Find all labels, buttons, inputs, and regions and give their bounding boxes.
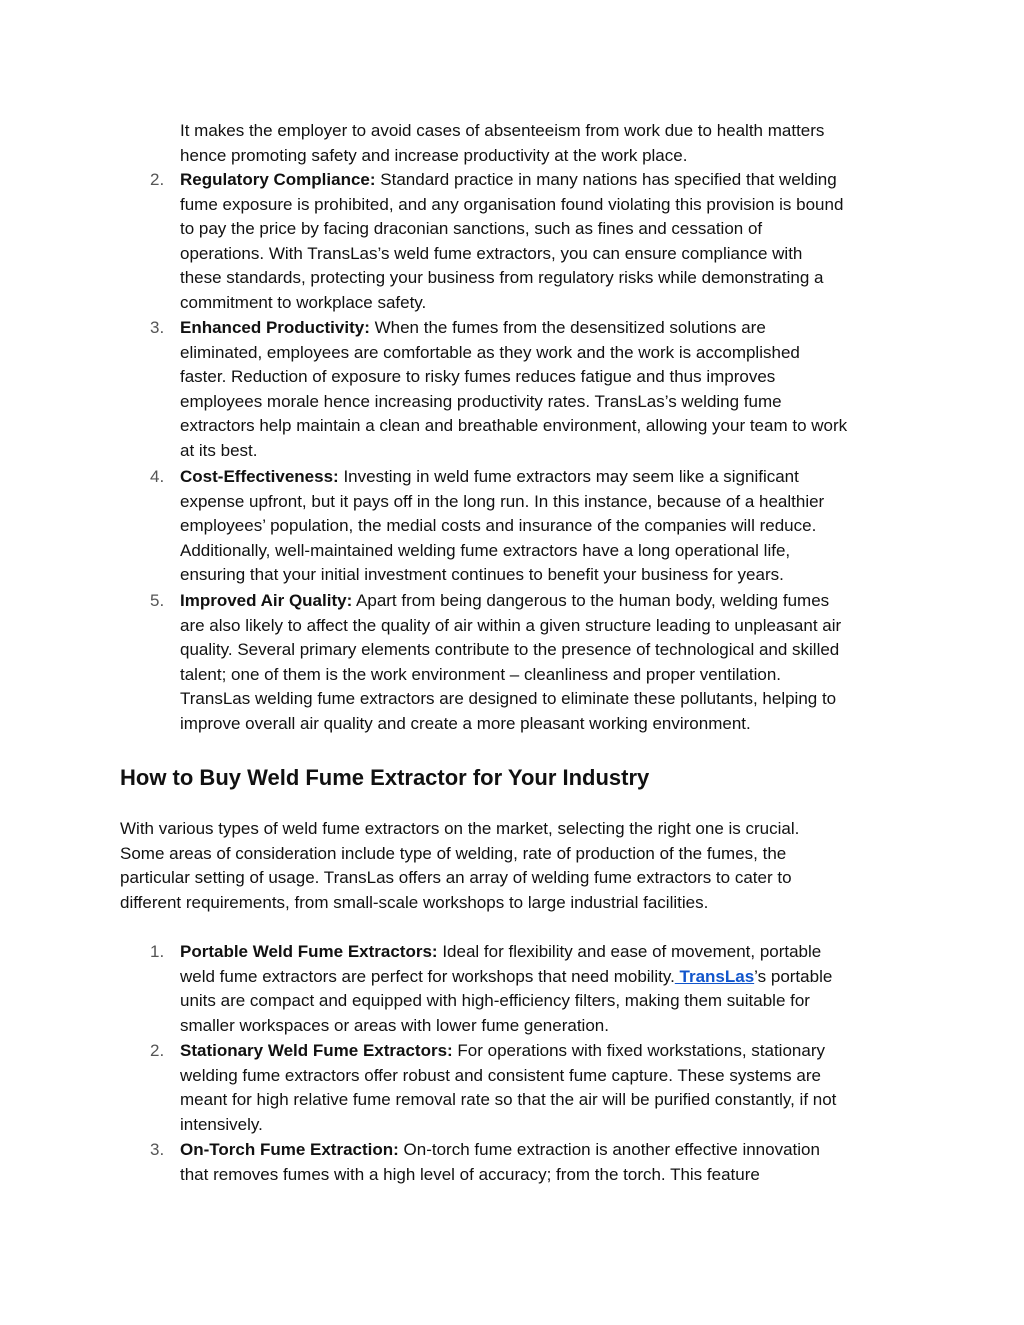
list-number: 3. bbox=[150, 318, 165, 337]
section-heading: How to Buy Weld Fume Extractor for Your Industry bbox=[120, 765, 650, 790]
text-line: For operations with fixed workstations, stationary bbox=[452, 1041, 825, 1060]
text-line: improve overall air quality and create a more pleasant working environment. bbox=[180, 713, 751, 733]
list-number: 3. bbox=[150, 1140, 165, 1159]
text-line: welding fume extractors offer robust and consistent fume capture. These systems are bbox=[180, 1065, 821, 1085]
text-line: particular setting of usage. TransLas offers an array of welding fume extractors to cater to bbox=[120, 868, 792, 888]
list-number: 4. bbox=[150, 467, 165, 486]
list-item-label: On-Torch Fume Extraction: bbox=[180, 1140, 399, 1159]
list-item-text bbox=[180, 168, 908, 316]
list-item-text bbox=[180, 1039, 908, 1137]
text-line: faster. Reduction of exposure to risky fumes reduces fatigue and thus improves bbox=[180, 367, 776, 387]
text-line: employees’ population, the medial costs and insurance of the companies will reduce. bbox=[180, 516, 817, 536]
text-line: Ideal for flexibility and ease of movement, portable bbox=[437, 942, 822, 961]
text-line: expense upfront, but it pays off in the long run. In this instance, because of a healthier bbox=[180, 491, 825, 511]
intro-continuation bbox=[180, 119, 920, 168]
text-line: quality. Several primary elements contribute to the presence of technological and skilled bbox=[180, 640, 840, 660]
intro-line: hence promoting safety and increase productivity at the work place. bbox=[180, 145, 688, 165]
list-item-label: Regulatory Compliance: bbox=[180, 170, 376, 189]
list-item-label: Portable Weld Fume Extractors: bbox=[180, 942, 438, 961]
text-line: Standard practice in many nations has specified that welding bbox=[375, 170, 837, 189]
list-number: 2. bbox=[150, 1041, 165, 1060]
list-item-text bbox=[180, 316, 908, 464]
text-line: commitment to workplace safety. bbox=[180, 292, 427, 312]
text-line: extractors help maintain a clean and breathable environment, allowing your team to work bbox=[180, 416, 848, 436]
text-line: meant for high relative fume removal rate so that the air will be purified constantly, if not bbox=[180, 1090, 837, 1110]
text-line: ’s portable bbox=[754, 966, 833, 986]
text-line: Apart from being dangerous to the human body, welding fumes bbox=[352, 591, 830, 610]
list-number: 5. bbox=[150, 591, 165, 610]
text-line: intensively. bbox=[180, 1114, 263, 1134]
text-line: talent; one of them is the work environment – cleanliness and proper ventilation. bbox=[180, 664, 782, 684]
text-line: these standards, protecting your business from regulatory risks while demonstrating a bbox=[180, 268, 824, 288]
text-line: at its best. bbox=[180, 440, 258, 460]
text-line: that removes fumes with a high level of accuracy; from the torch. This feature bbox=[180, 1164, 760, 1184]
intro-line: It makes the employer to avoid cases of absenteeism from work due to health matters bbox=[180, 121, 825, 140]
text-line: to pay the price by facing draconian sanctions, such as fines and cessation of bbox=[180, 219, 763, 239]
text-line: units are compact and equipped with high-efficiency filters, making them suitable for bbox=[180, 991, 810, 1011]
list-item-text bbox=[180, 940, 908, 1038]
text-line: different requirements, from small-scale workshops to large industrial facilities. bbox=[120, 892, 709, 912]
text-line: Investing in weld fume extractors may seem like a significant bbox=[338, 467, 799, 486]
text-line: smaller workspaces or areas with lower fume generation. bbox=[180, 1015, 609, 1035]
list-number: 2. bbox=[150, 170, 165, 189]
list-item-text bbox=[180, 589, 908, 737]
list-item-label: Enhanced Productivity: bbox=[180, 318, 370, 337]
list-item-label: Stationary Weld Fume Extractors: bbox=[180, 1041, 453, 1060]
text-line: are also likely to affect the quality of air within a given structure leading to unpleasant air bbox=[180, 615, 842, 635]
list-item-text bbox=[180, 465, 908, 588]
text-line: operations. With TransLas’s weld fume extractors, you can ensure compliance with bbox=[180, 243, 803, 263]
section-intro bbox=[120, 817, 920, 915]
text-line: When the fumes from the desensitized solutions are bbox=[369, 318, 766, 337]
text-line: With various types of weld fume extractors on the market, selecting the right one is crucial. bbox=[120, 819, 800, 838]
list-number: 1. bbox=[150, 942, 165, 961]
list-item-label: Cost-Effectiveness: bbox=[180, 467, 339, 486]
list-item-text bbox=[180, 1138, 908, 1187]
text-line: fume exposure is prohibited, and any organisation found violating this provision is bound bbox=[180, 194, 844, 214]
text-line: weld fume extractors are perfect for workshops that need mobility. bbox=[180, 966, 675, 986]
text-line: TransLas welding fume extractors are designed to eliminate these pollutants, helping to bbox=[180, 689, 837, 709]
text-line: Some areas of consideration include type of welding, rate of production of the fumes, the bbox=[120, 843, 787, 863]
text-line: Additionally, well-maintained welding fume extractors have a long operational life, bbox=[180, 540, 791, 560]
text-line: On-torch fume extraction is another effective innovation bbox=[398, 1140, 820, 1159]
text-line: ensuring that your initial investment continues to benefit your business for years. bbox=[180, 565, 784, 585]
text-line: employees morale hence increasing productivity rates. TransLas’s welding fume bbox=[180, 391, 782, 411]
list-item-label: Improved Air Quality: bbox=[180, 591, 353, 610]
translas-link[interactable]: TransLas bbox=[674, 966, 755, 986]
text-line: eliminated, employees are comfortable as they work and the work is accomplished bbox=[180, 342, 800, 362]
